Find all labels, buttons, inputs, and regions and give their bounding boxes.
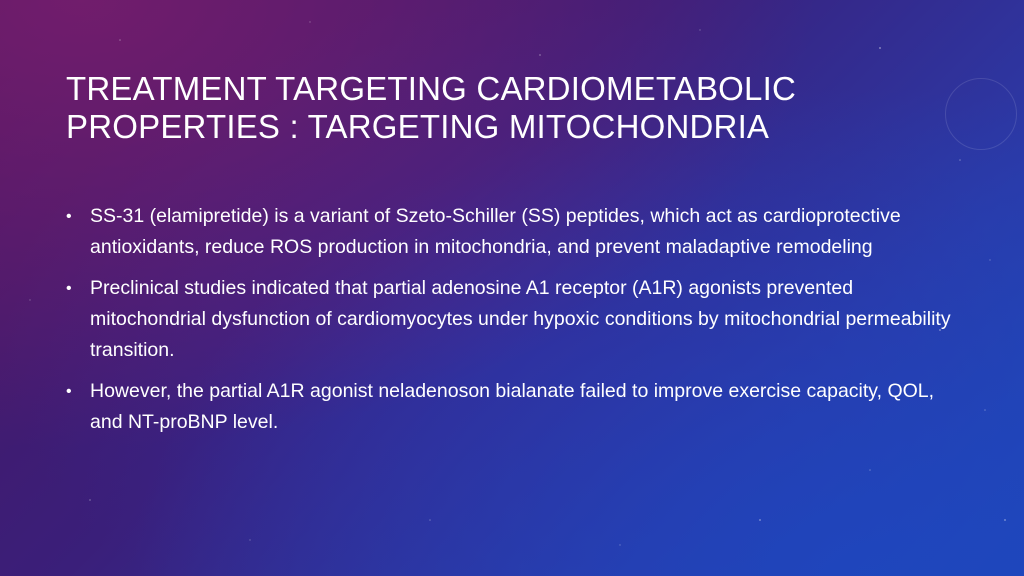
title-line-2: PROPERTIES : TARGETING MITOCHONDRIA xyxy=(66,108,770,145)
bullet-text: SS-31 (elamipretide) is a variant of Szeto-Schiller (SS) peptides, which act as cardioprotective antioxidants, reduce ROS production in mitochondria, and prevent maladaptive remodeling xyxy=(90,205,901,258)
bullet-dot-icon: • xyxy=(66,383,72,400)
bullet-item xyxy=(66,201,966,263)
bullet-item xyxy=(66,273,966,366)
bullet-dot-icon: • xyxy=(66,280,72,297)
bullet-item xyxy=(66,376,966,438)
title-line-1: TREATMENT TARGETING CARDIOMETABOLIC xyxy=(66,70,797,107)
bullet-dot-icon: • xyxy=(66,208,72,225)
bullet-text: Preclinical studies indicated that partial adenosine A1 receptor (A1R) agonists prevented mitochondrial dysfunction of cardiomyocytes under hypoxic conditions by mitochondrial permeability transition. xyxy=(90,277,951,361)
bullet-list xyxy=(66,201,966,448)
slide-title xyxy=(66,70,926,146)
decorative-ring xyxy=(945,78,1017,150)
bullet-text: However, the partial A1R agonist neladenoson bialanate failed to improve exercise capacity, QOL, and NT-proBNP level. xyxy=(90,380,935,433)
